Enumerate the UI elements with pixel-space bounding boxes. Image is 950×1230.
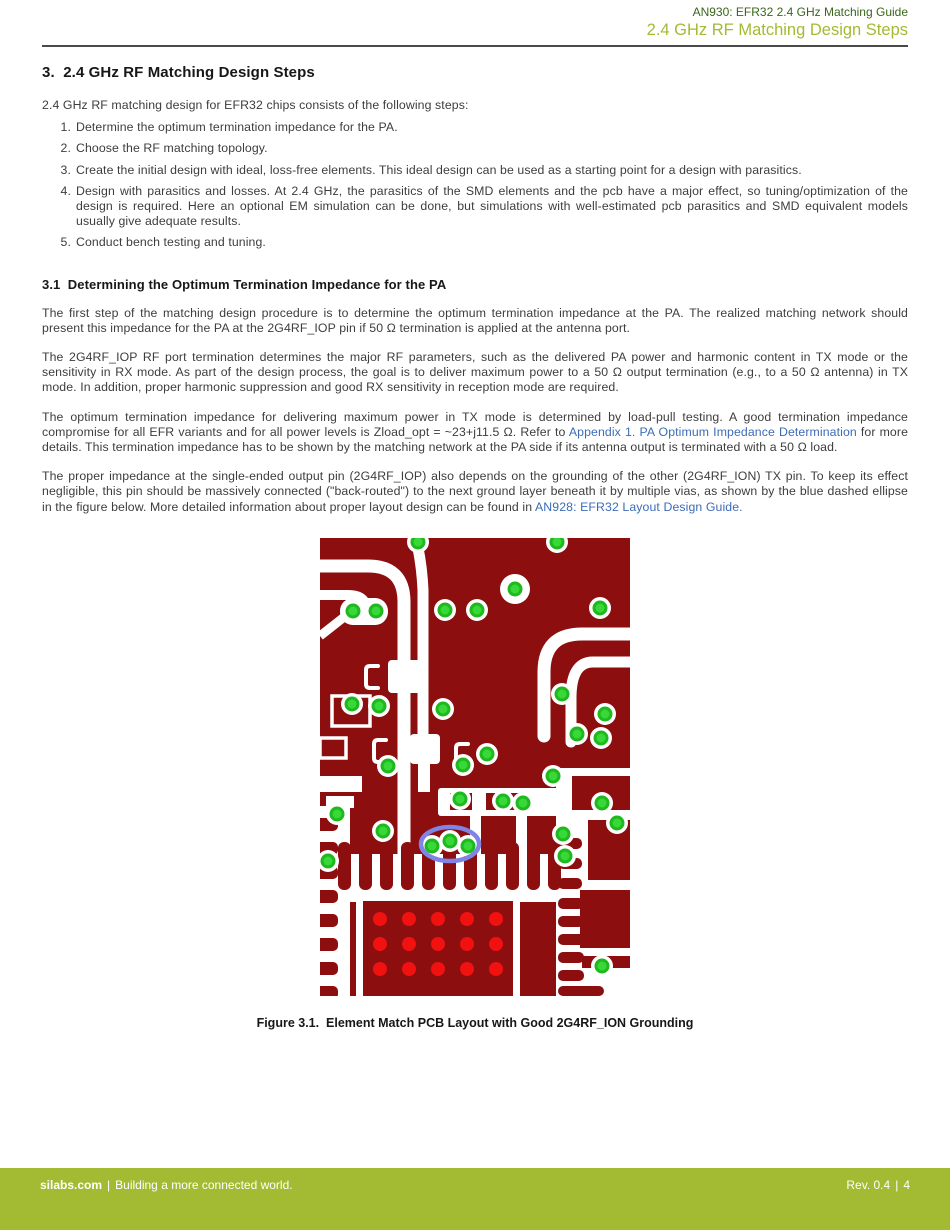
list-item-text: Create the initial design with ideal, loss-free elements. This ideal design can be used as a starting point for a design with parasitics. [76,162,802,177]
silabs-link[interactable]: silabs.com [40,1178,103,1192]
footer-separator: | [107,1178,111,1192]
page-number: 4 [903,1178,910,1192]
footer-tagline: Building a more connected world. [115,1178,293,1192]
list-item [57,120,908,135]
list-item-text: Determine the optimum termination impedance for the PA. [76,120,398,135]
list-item-number: 5. [60,235,71,250]
chapter-title: 2.4 GHz RF Matching Design Steps [646,21,908,39]
paragraph-2: The 2G4RF_IOP RF port termination determines the major RF parameters, such as the delivered PA power and harmonic content in TX mode or the sensitivity in RX mode. As part of the design process, the goal is to deliver maximum power to a 50 Ω output termination (e.g., to a 50 Ω antenna) in TX mode. In addition, proper harmonic suppression and good RX sensitivity in reception mode are required. [42,350,908,395]
an928-link[interactable]: AN928: EFR32 Layout Design Guide. [535,499,743,514]
intro-paragraph: 2.4 GHz RF matching design for EFR32 chips consists of the following steps: [42,98,469,112]
paragraph-1: The first step of the matching design procedure is to determine the optimum termination impedance at the PA. The realized matching network should present this impedance for the PA at the 2G4RF_IOP pin if 50 Ω termination is applied at the antenna port. [42,305,908,335]
list-item [57,163,908,178]
list-item-number: 3. [60,162,71,177]
page-content [0,64,950,1030]
header-divider [42,45,908,47]
list-item-number: 4. [60,183,71,198]
section-heading: 3. 2.4 GHz RF Matching Design Steps [42,64,315,81]
page-header [0,0,950,40]
pcb-layout-image [320,538,630,996]
footer-separator: | [895,1178,899,1192]
paragraph-text: The optimum termination impedance for delivering maximum power in TX mode is determined by load-pull testing. A good termination impedance compromise for all EFR variants and for all power levels is Zload_opt = ~23+j11.5 Ω. Refer to [42,409,908,439]
list-item [57,235,908,250]
figure-caption: Figure 3.1. Element Match PCB Layout with Good 2G4RF_ION Grounding [256,1015,694,1030]
appendix-1-link[interactable]: Appendix 1. PA Optimum Impedance Determination [568,424,857,439]
page-footer [0,1168,950,1230]
list-item-text: Design with parasitics and losses. At 2.4 GHz, the parasitics of the SMD elements and the pcb have a major effect, so tuning/optimization of the design is required. Here an optional EM simulation can be done, but simulations with well-estimated pcb parasitics and SMD equivalent models usually give adequate results. [76,183,908,229]
figure-3-1 [42,538,908,1001]
list-item-number: 2. [60,141,71,156]
footer-right [846,1178,910,1192]
list-item [57,184,908,230]
paragraph-3 [42,410,908,456]
list-item-text: Conduct bench testing and tuning. [76,235,266,250]
steps-list [42,120,908,250]
list-item [57,141,908,156]
footer-left [40,1178,293,1192]
paragraph-text: for more details. This termination impedance has to be shown by the matching network at the PA side if its antenna output is terminated with a 50 Ω load. [42,424,909,455]
subsection-heading: 3.1 Determining the Optimum Termination Impedance for the PA [42,276,447,292]
list-item-text: Choose the RF matching topology. [76,141,268,156]
paragraph-4 [42,469,908,515]
list-item-number: 1. [60,120,71,135]
paragraph-text: The proper impedance at the single-ended output pin (2G4RF_IOP) also depends on the grounding of the other (2G4RF_ION) TX pin. To keep its effect negligible, this pin should be massively connected ("back-routed") to the next ground layer beneath it by multiple vias, as shown by the blue dashed ellipse in the figure below. More detailed information about proper layout design can be found in [42,469,908,514]
document-title: AN930: EFR32 2.4 GHz Matching Guide [692,5,908,19]
revision-label: Rev. 0.4 [846,1178,891,1192]
